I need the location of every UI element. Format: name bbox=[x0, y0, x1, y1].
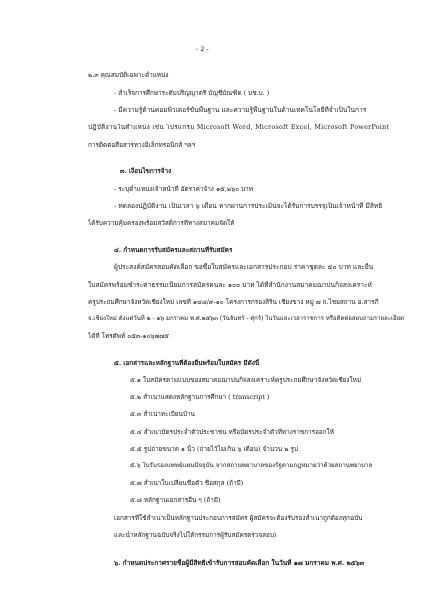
computer-skill-line-3: การติดต่อสื่อสารทางอิเล็กทรอนิกส์ ฯลฯ bbox=[88, 141, 196, 149]
application-paragraph-line-3: ครูประถมศึกษาจังหวัดเชียงใหม่ เลขที่ ๑๔๘/๙-๑๐ โครงการกรองสิริน เชียงขาง หมู่ ๗ ถ.ไชยสถาน อ.สารภี bbox=[88, 298, 379, 306]
document-item: ๕.๖ ใบรับรองแพทย์แผนปัจจุบัน จากสถานพยาบาลของรัฐตามกฎหมายว่าด้วยสถานพยาบาล bbox=[130, 462, 373, 469]
application-paragraph-line-5: ได้ที่ โทรศัพท์ ๐๕๓-๑๐๖๗๗๕ bbox=[88, 332, 169, 340]
candidate-announcement-line: ๖. กำหนดประกาศรายชื่อผู้มีสิทธิเข้ารับการสอบคัดเลือก ในวันที่ ๑๗ มกราคม พ.ศ. ๒๕๖๓ bbox=[114, 559, 365, 567]
document-item: ๕.๘ หลักฐานเอกสารอื่น ๆ (ถ้ามี) bbox=[130, 496, 221, 504]
application-schedule-heading: ๔. กำหนดการรับสมัครและสถานที่รับสมัคร bbox=[114, 246, 233, 254]
documents-note-line-2: และนำหลักฐานฉบับจริงไปให้กรรมการผู้รับสมัครตรวจสอบ) bbox=[114, 531, 277, 539]
probation-line-2: ได้รับความคุ้มครองพร้อมสวัสดิการที่ทางสมาคมจัดให้ bbox=[88, 219, 235, 227]
document-item: ๕.๒ สำเนาแสดงหลักฐานการศึกษา ( transcript ) bbox=[130, 393, 270, 401]
computer-skill-line-2: ปฏิบัติงานในตำแหน่ง เช่น โปรแกรม Microsoft Word, Microsoft Excel, Microsoft PowerPoint bbox=[88, 124, 390, 131]
application-paragraph-line-1: ผู้ประสงค์สมัครสอบคัดเลือก ขอซื้อใบสมัครและเอกสารประกอบ ราคาชุดละ ๕๐ บาท และยื่น bbox=[114, 263, 374, 271]
qualification-heading: ๒.๓ คุณสมบัติเฉพาะตำแหน่ง bbox=[88, 71, 169, 79]
document-item: ๕.๔ สำเนาบัตรประจำตัวประชาชน หรือบัตรประจำตัวที่ทางราชการออกให้ bbox=[130, 428, 334, 436]
employment-conditions-heading: ๓. เงื่อนไขการจ้าง bbox=[120, 167, 172, 175]
documents-heading: ๕. เอกสารและหลักฐานที่ต้องยื่นพร้อมใบสมัคร มีดังนี้ bbox=[114, 359, 260, 367]
document-item: ๕.๓ สำเนาทะเบียนบ้าน bbox=[130, 410, 195, 418]
documents-note-line-1: เอกสารที่ใช้สำเนาเป็นหลักฐานประกอบการสมัคร ผู้สมัครจะต้องรับรองสำเนาถูกต้องทุกฉบับ bbox=[114, 514, 363, 522]
education-requirement: - สำเร็จการศึกษาระดับปริญญาตรี บัญชีบัณฑิต ( บช.บ. ) bbox=[114, 89, 270, 97]
document-item: ๕.๗ สำเนาใบเปลี่ยนชื่อตัว ชื่อสกุล (ถ้ามี) bbox=[130, 479, 244, 487]
application-paragraph-line-2: ใบสมัครพร้อมชำระค่าธรรมเนียมการสมัครคนละ ๑๐๐ บาท ได้ที่สำนักงานสมาคมฌาปนกิจสงเคราะห์ bbox=[88, 281, 372, 289]
document-item: ๕.๕ รูปถ่ายขนาด ๑ นิ้ว (ถ่ายไว้ไม่เกิน ๖ เดือน) จำนวน ๒ รูป bbox=[130, 445, 298, 453]
document-item: ๕.๑ ใบสมัครตามแบบของสมาคมฌาปนกิจสงเคราะห์ครูประถมศึกษาจังหวัดเชียงใหม่ bbox=[130, 376, 362, 384]
wage-line: - ระบุตำแหน่งเจ้าหน้าที่ อัตราค่าจ้าง ๑๕,๒๖๐ บาท bbox=[114, 185, 253, 193]
page-number: - 2 - bbox=[196, 45, 209, 53]
computer-skill-line-1: - มีความรู้ด้านคอมพิวเตอร์ขั้นพื้นฐาน และความรู้พื้นฐานในด้านเทคโนโลยีที่จำเป็นในการ bbox=[114, 106, 367, 114]
application-paragraph-line-4: จ.เชียงใหม่ ตั้งแต่วันที่ ๒ - ๑๖ มกราคม พ.ศ.๒๕๖๓ (วันจันทร์ - ศุกร์) ในวันและเวลาราชการ หรือติดต่อสอบถามรายละเอียด bbox=[88, 315, 404, 322]
probation-line-1: - ทดลองปฏิบัติงาน เป็นเวลา ๖ เดือน หากผ่านการประเมินจะได้รับการบรรจุเป็นเจ้าหน้าที่ มีสิทธิ bbox=[114, 202, 383, 210]
